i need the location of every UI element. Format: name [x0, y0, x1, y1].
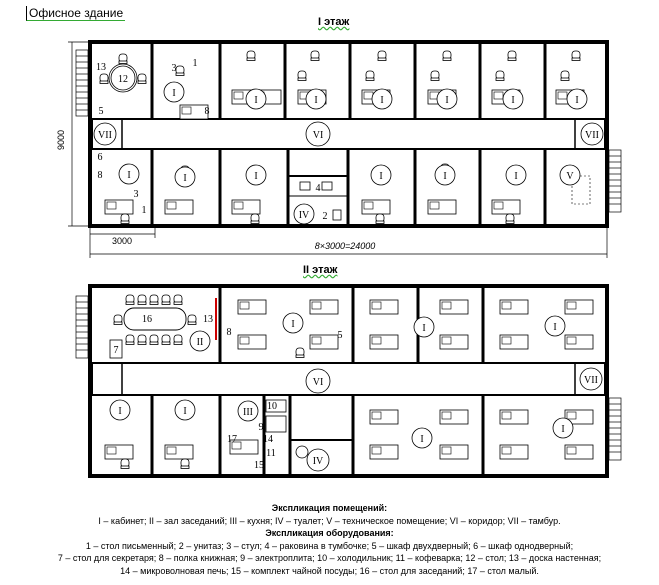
floor2-plan — [76, 286, 621, 476]
drawing-title: Офисное здание — [26, 6, 125, 21]
svg-text:I: I — [183, 173, 187, 184]
svg-text:I: I — [420, 434, 424, 445]
svg-text:1: 1 — [192, 58, 198, 69]
svg-text:7: 7 — [113, 345, 119, 356]
svg-text:3: 3 — [171, 63, 177, 74]
svg-text:VII: VII — [585, 130, 599, 141]
svg-text:8: 8 — [97, 170, 103, 181]
svg-text:I: I — [172, 88, 176, 99]
svg-text:I: I — [575, 95, 579, 106]
svg-text:I: I — [254, 171, 258, 182]
f1-label-12: 12 — [118, 74, 128, 85]
legend — [0, 502, 659, 577]
svg-text:17: 17 — [227, 434, 237, 445]
svg-text:4: 4 — [315, 183, 321, 194]
svg-text:11: 11 — [266, 448, 276, 459]
svg-text:I: I — [183, 406, 187, 417]
svg-text:8: 8 — [226, 327, 232, 338]
svg-text:I: I — [514, 171, 518, 182]
svg-text:9: 9 — [258, 422, 264, 433]
svg-text:I: I — [511, 95, 515, 106]
equipment-legend-1: 1 – стол письменный; 2 – унитаз; 3 – стул; 4 – раковина в тумбочке; 5 – шкаф двухдверный; 6 – шкаф однодверный; — [85, 540, 574, 551]
svg-text:15: 15 — [254, 460, 264, 471]
svg-text:I: I — [380, 95, 384, 106]
equipment-legend-title: Экспликация оборудования: — [265, 528, 394, 538]
svg-text:II: II — [196, 337, 204, 348]
floor1-plan — [68, 42, 621, 258]
svg-text:I: I — [443, 171, 447, 182]
svg-text:1: 1 — [141, 205, 147, 216]
svg-text:IV: IV — [298, 210, 310, 221]
equipment-legend-3: 14 – микроволновая печь; 15 – комплект чайной посуды; 16 – стол для заседаний; 17 – стол малый. — [120, 565, 539, 576]
height-dimension: 9000 — [56, 129, 66, 151]
svg-text:I: I — [445, 95, 449, 106]
svg-text:I: I — [118, 406, 122, 417]
svg-text:3: 3 — [133, 189, 139, 200]
floor1-title: I этаж — [318, 16, 350, 28]
rooms-legend: I – кабинет; II – зал заседаний; III – кухня; IV – туалет; V – техническое помещение; VI – коридор; VII – тамбур. — [98, 515, 561, 526]
floor1-corridor — [92, 119, 605, 149]
svg-text:13: 13 — [96, 62, 106, 73]
svg-text:13: 13 — [203, 314, 213, 325]
svg-text:I: I — [379, 171, 383, 182]
svg-text:V: V — [566, 171, 574, 182]
svg-text:8: 8 — [204, 106, 210, 117]
svg-text:I: I — [561, 424, 565, 435]
svg-text:6: 6 — [97, 152, 103, 163]
floor2-corridor — [92, 363, 605, 395]
bay-dimension: 3000 — [111, 236, 133, 246]
svg-text:I: I — [314, 95, 318, 106]
svg-text:5: 5 — [98, 106, 104, 117]
svg-text:I: I — [291, 319, 295, 330]
svg-text:I: I — [254, 95, 258, 106]
svg-text:14: 14 — [263, 434, 273, 445]
equipment-legend-2: 7 – стол для секретаря; 8 – полка книжная; 9 – электроплита; 10 – холодильник; 11 – кофеварка; 12 – стол; 13 – доска настенная; — [57, 553, 602, 563]
svg-text:III: III — [243, 407, 253, 418]
svg-text:5: 5 — [337, 330, 343, 341]
svg-text:VII: VII — [584, 375, 598, 386]
svg-text:10: 10 — [267, 401, 277, 412]
svg-text:I: I — [127, 170, 131, 181]
floor2-title: II этаж — [303, 264, 338, 276]
svg-text:VI: VI — [312, 377, 324, 388]
svg-text:I: I — [422, 323, 426, 334]
svg-text:2: 2 — [322, 211, 328, 222]
length-dimension: 8×3000=24000 — [314, 241, 376, 251]
svg-text:IV: IV — [312, 456, 324, 467]
rooms-legend-title: Экспликация помещений: — [271, 503, 388, 513]
svg-text:VII: VII — [98, 130, 112, 141]
svg-text:16: 16 — [142, 314, 152, 325]
svg-text:I: I — [553, 322, 557, 333]
svg-text:VI: VI — [312, 130, 324, 141]
